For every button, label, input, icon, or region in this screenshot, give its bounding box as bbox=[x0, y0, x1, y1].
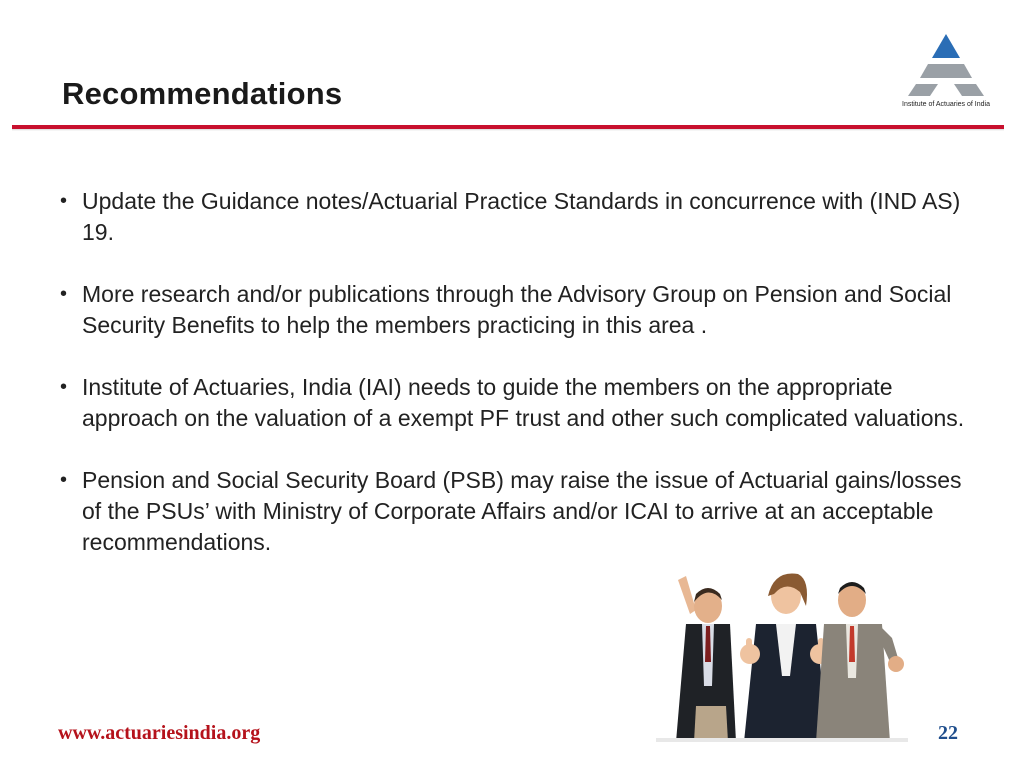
celebrating-people-image bbox=[656, 566, 908, 742]
bullet-list bbox=[60, 186, 970, 589]
bullet-icon: • bbox=[60, 283, 68, 305]
bullet-icon: • bbox=[60, 190, 68, 212]
man-right-figure bbox=[816, 582, 904, 742]
bullet-item bbox=[60, 372, 970, 434]
iai-logo-icon bbox=[896, 30, 996, 112]
footer-website-link[interactable]: www.actuariesindia.org bbox=[58, 722, 261, 744]
bullet-icon: • bbox=[60, 469, 68, 491]
bullet-item bbox=[60, 186, 970, 248]
man-left-figure bbox=[676, 576, 736, 742]
slide-title: Recommendations bbox=[62, 76, 343, 111]
bullet-text: Pension and Social Security Board (PSB) may raise the issue of Actuarial gains/losses of the PSUs’ with Ministry of Corporate Affairs and/or ICAI to arrive at an acceptable recommendations. bbox=[82, 467, 962, 555]
bullet-icon: • bbox=[60, 376, 68, 398]
title-divider-shadow bbox=[12, 129, 1004, 131]
bullet-text: Update the Guidance notes/Actuarial Practice Standards in concurrence with (IND AS) 19. bbox=[82, 188, 961, 245]
bullet-item bbox=[60, 465, 970, 558]
logo-caption: Institute of Actuaries of India bbox=[902, 101, 990, 108]
bullet-text: Institute of Actuaries, India (IAI) needs to guide the members on the appropriate approach on the valuation of a exempt PF trust and other such complicated valuations. bbox=[82, 374, 965, 431]
woman-center-figure bbox=[740, 573, 830, 742]
bullet-text: More research and/or publications through the Advisory Group on Pension and Social Security Benefits to help the members practicing in this area . bbox=[82, 281, 952, 338]
page-number: 22 bbox=[938, 722, 958, 744]
bullet-item bbox=[60, 279, 970, 341]
